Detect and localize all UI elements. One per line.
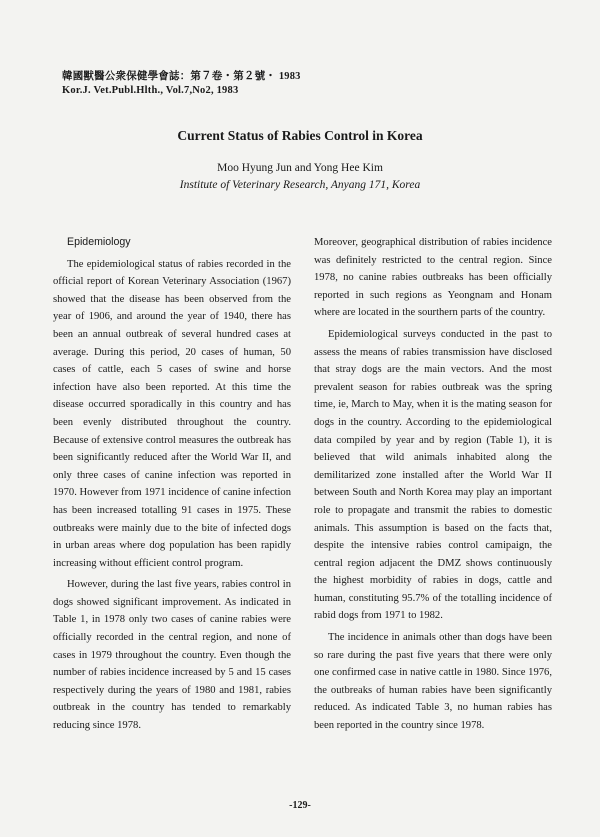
paper-title: Current Status of Rabies Control in Korea	[177, 128, 423, 143]
author-block	[0, 160, 600, 194]
paragraph: The epidemiological status of rabies recorded in the official report of Korean Veterinary Association (1967) showed that the disease has been observed from the year of 1906, and around the year of 1940, there has been an annual outbreak of several hundred cases at average. During this period, 20 cases of human, 50 cases of cattle, each 5 cases of swine and horse infection have also been reported. At this time the disease occurred sporadically in this country and has been evenly distributed throughout the country. Because of extensive control measures the outbreak has been significantly reduced after the World War II, and only three cases of canine infection was reported in 1970. However from 1971 incidence of canine infection has been increased totalling 91 cases in 1975. These outbreaks were mainly due to the bite of infected dogs in urban areas where dog population has been rapidly increasing without efficient control program.	[53, 258, 291, 569]
paragraph: Moreover, geographical distribution of rabies incidence was definitely restricted to the central region. Since 1978, no canine rabies outbreaks has been officially reported in such regions as Yeongnam and Honam where are located in the sourthern parts of the country.	[314, 237, 552, 319]
journal-header	[62, 70, 301, 98]
left-column	[53, 234, 291, 735]
paragraph: The incidence in animals other than dogs have been so rare during the past five years that there were only one confirmed case in native cattle in 1980. Since 1976, the outbreaks of human rabies have been significantly reduced. As indicated Table 3, no human rabies has been reported in the country since 1978.	[314, 632, 552, 732]
right-column	[314, 234, 552, 735]
journal-citation-korean: 韓國獸醫公衆保健學會誌：第７卷・第２號・ 1983	[62, 71, 301, 82]
paragraph: However, during the last five years, rabies control in dogs showed significant improvement. As indicated in Table 1, in 1978 only two cases of canine rabies were officially recorded in the central region, and none of cases in 1979 throughout the country. Even though the number of rabies incidence increased by 5 and 15 cases respectively during the years of 1980 and 1981, rabies outbreak in the country has tended to remarkably reducing since 1978.	[53, 579, 291, 732]
page-number: -129-	[289, 800, 311, 811]
journal-citation-english: Kor.J. Vet.Publ.Hlth., Vol.7,No2, 1983	[62, 85, 239, 96]
paragraph: Epidemiological surveys conducted in the past to assess the means of rabies transmission have disclosed that stray dogs are the main vectors. And the most prevalent season for rabies outbreak was the spring time, ie, March to May, when it is the mating season for dogs in the country. According to the epidemiological data compiled by year and by region (Table 1), it is believed that wild animals inhabited along the demilitarized zone installed after the World War II between South and North Korea may play an important role to propagate and transmit the rabies to domestic animals. This assumption is based on the facts that, despite the intensive rabies control camipaign, the central region adjacent the DMZ shows continuously the highest morbidity of rabies in dogs, cattle and human, constituting 95.7% of the totalling incidence of rabid dogs from 1971 to 1982.	[314, 328, 552, 622]
author-names: Moo Hyung Jun and Yong Hee Kim	[217, 162, 383, 174]
section-heading: Epidemiology	[67, 236, 131, 248]
author-affiliation: Institute of Veterinary Research, Anyang 171, Korea	[179, 179, 421, 191]
